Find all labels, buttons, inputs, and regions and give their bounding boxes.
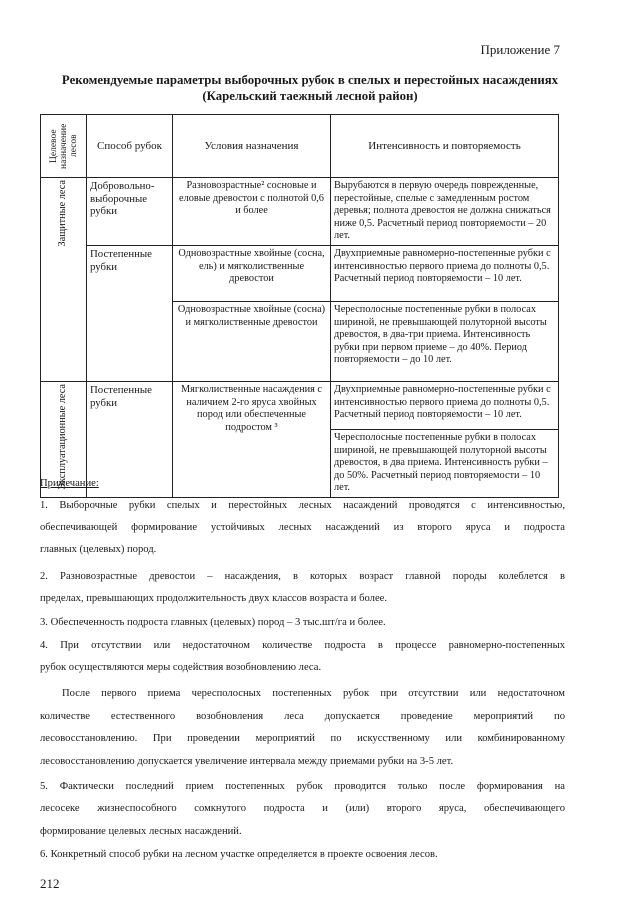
note-line: лесосеке жизнеспособного сомкнутого подроста и (или) второго яруса, обеспечивающего — [40, 803, 565, 814]
header-group: Целевое назначение лесов — [41, 115, 87, 178]
condition-cell: Разновозрастные² сосновые и еловые древостои с полнотой 0,6 и более — [173, 178, 331, 246]
intensity-cell: Двухприемные равномерно-постепенные рубки с интенсивностью первого приема до полноты 0,5. Расчетный период повторяемости – 10 лет. — [331, 381, 559, 429]
condition-cell: Одновозрастные хвойные (сосна, ель) и мягколиственные древостои — [173, 245, 331, 301]
note-line: формирование целевых лесных насаждений. — [40, 826, 242, 837]
intensity-cell: Двухприемные равномерно-постепенные рубки с интенсивностью первого приема до полноты 0,5. Расчетный период повторяемости – 10 лет. — [331, 245, 559, 301]
note-line: 2. Разновозрастные древостои – насаждения, в которых возраст главной породы колеблется в — [40, 571, 565, 582]
note-line: лесовосстановлению. При проведении мероприятий по искусственному или комбинированному — [40, 733, 565, 744]
notes-heading: Примечание: — [40, 478, 99, 489]
document-title: Рекомендуемые параметры выборочных рубок в спелых и перестойных насаждениях — [61, 73, 559, 87]
note-line: 4. При отсутствии или недостаточном количестве подроста в процессе равномерно-постепенных — [40, 640, 565, 651]
note-line: пределах, превышающих продолжительность двух классов возраста и более. — [40, 593, 387, 604]
table-header-row — [41, 115, 559, 178]
header-intensity: Интенсивность и повторяемость — [331, 115, 559, 178]
intensity-cell: Вырубаются в первую очередь поврежденные, перестойные, спелые с замедленным ростом деревья; полнота древостоя не должна снижаться ниже 0,5. Расчетный период повторяемости – 20 лет. — [331, 178, 559, 246]
note-line: 1. Выборочные рубки спелых и перестойных лесных насаждений проводятся с интенсивностью, — [40, 500, 565, 511]
header-method: Способ рубок — [87, 115, 173, 178]
table-row — [41, 178, 559, 246]
note-line: 6. Конкретный способ рубки на лесном участке определяется в проекте освоения лесов. — [40, 849, 438, 860]
note-line: После первого приема чересполосных постепенных рубок при отсутствии или недостаточном — [62, 688, 565, 699]
appendix-label: Приложение 7 — [480, 42, 560, 57]
method-voluntary: Добровольно-выборочные рубки — [87, 178, 173, 246]
page-number: 212 — [40, 876, 60, 891]
condition-cell: Одновозрастные хвойные (сосна) и мягколиственные древостои — [173, 301, 331, 381]
condition-cell: Мягколиственные насаждения с наличием 2-го яруса хвойных пород или обеспеченные подростом ³ — [173, 381, 331, 497]
method-gradual-exploitation: Постепенные рубки — [87, 381, 173, 497]
note-line: главных (целевых) пород. — [40, 544, 157, 555]
intensity-cell: Чересполосные постепенные рубки в полосах шириной, не превышающей полуторной высоты древостоя, в два приема. Интенсивность рубки – до 50%. Расчетный период повторяемости – 10 лет. — [331, 429, 559, 497]
note-line: количестве естественного возобновления леса допускается проведение мероприятий по — [40, 711, 565, 722]
note-line: обеспечивающей формирование устойчивых лесных насаждений из второго яруса и подроста — [40, 522, 565, 533]
group-exploitation: Эксплуатационные леса — [41, 381, 87, 497]
method-gradual: Постепенные рубки — [87, 245, 173, 381]
note-line: 3. Обеспеченность подроста главных (целевых) пород – 3 тыс.шт/га и более. — [40, 617, 386, 628]
note-line: лесовосстановлению допускается увеличение интервала между приемами рубки на 3-5 лет. — [40, 756, 454, 767]
document-subtitle: (Карельский таежный лесной район) — [202, 89, 418, 103]
header-conditions: Условия назначения — [173, 115, 331, 178]
note-line: 5. Фактически последний прием постепенных рубок проводится только после формирования на — [40, 781, 565, 792]
intensity-cell: Чересполосные постепенные рубки в полосах шириной, не превышающей полуторной высоты древостоя, в два-три приема. Интенсивность рубки при первом приеме – до 40%. Период повторяемости – до 10 лет. — [331, 301, 559, 381]
parameters-table — [40, 114, 559, 498]
table-row — [41, 245, 559, 301]
note-line: рубок осуществляются меры содействия возобновлению леса. — [40, 662, 322, 673]
group-protective: Защитные леса — [41, 178, 87, 382]
table-row — [41, 381, 559, 429]
